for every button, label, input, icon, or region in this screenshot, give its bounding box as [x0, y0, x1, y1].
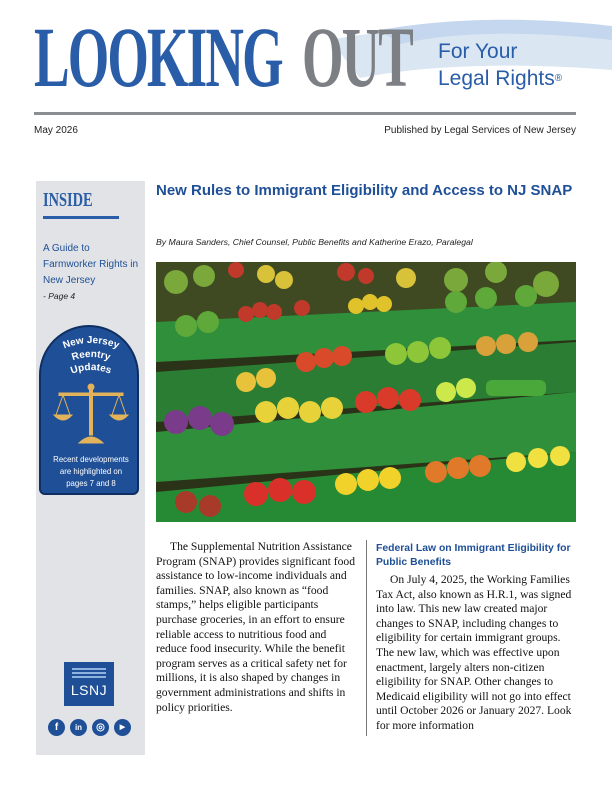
masthead [0, 0, 612, 136]
masthead-title-out: OUT [302, 9, 412, 105]
article-subhead: Federal Law on Immigrant Eligibility for Public Benefits [376, 543, 571, 568]
scales-of-justice-icon [53, 381, 129, 447]
masthead-title-looking: LOOKING [34, 9, 282, 105]
article-headline: New Rules to Immigrant Eligibility and Access to NJ SNAP [156, 182, 573, 199]
reentry-title-arc [41, 329, 139, 389]
inside-rule [43, 216, 119, 219]
produce-photo [156, 262, 576, 522]
reentry-title-line-2: Reentry [70, 348, 112, 364]
lsnj-logo[interactable] [64, 662, 114, 706]
reentry-title-line-1: New Jersey [61, 334, 121, 352]
article-byline: By Maura Sanders, Chief Counsel, Public Benefits and Katherine Erazo, Paralegal [156, 237, 473, 247]
registered-mark: ® [554, 73, 563, 84]
article-paragraph-2: On July 4, 2025, the Working Families Tax Act, also known as H.R.1, was signed into law. This new law created major changes to SNAP, including changes to eligibility for certain immigrant groups. The new law, which was effective upon enactment, largely alters non-citizen eligibility for SNAP. Other changes to Medicaid eligibility will not go into effect until October 2026 or January 2027. Look for more information [376, 573, 572, 732]
masthead-tagline [438, 38, 562, 92]
masthead-rule [34, 112, 576, 115]
produce-illustration [156, 262, 576, 522]
tagline-line-2 [438, 65, 562, 92]
column-divider [366, 540, 367, 736]
reentry-title-line-3: Updates [69, 361, 113, 377]
logo-text: LSNJ [70, 682, 108, 698]
svg-text:Reentry [70, 349, 112, 363]
facebook-icon[interactable]: f [48, 719, 65, 736]
reentry-description: Recent developments are highlighted on pages 7 and 8 [53, 454, 129, 488]
logo-bars [72, 668, 106, 680]
publisher-line: Published by Legal Services of New Jersey [384, 125, 576, 136]
instagram-icon[interactable]: ◎ [92, 719, 109, 736]
issue-date: May 2026 [34, 125, 78, 136]
svg-text:Updates [69, 362, 113, 377]
reentry-updates-badge[interactable] [39, 325, 139, 495]
linkedin-icon[interactable]: in [70, 719, 87, 736]
tagline-line-1: For Your [438, 40, 518, 63]
inside-heading: INSIDE [43, 189, 93, 211]
sidebar [36, 181, 145, 755]
farmworker-guide-page: - Page 4 [43, 291, 76, 301]
youtube-icon[interactable]: ▶ [114, 719, 131, 736]
social-links [48, 719, 138, 739]
tagline-line-2-text: Legal Rights [438, 67, 555, 90]
farmworker-guide-link[interactable]: A Guide to Farmworker Rights in New Jersey [43, 243, 139, 286]
article-paragraph-1: The Supplemental Nutrition Assistance Program (SNAP) provides significant food assistance to low-income individuals and families. SNAP, also known as “food stamps,” helps eligible participants purchase groceries, in an effort to ensure reliable access to nutritious food and reduce food insecurity. While the benefit program serves as a critical safety net for millions, it is also shaped by changes in government administrations and shifts in policy priorities. [156, 540, 356, 714]
